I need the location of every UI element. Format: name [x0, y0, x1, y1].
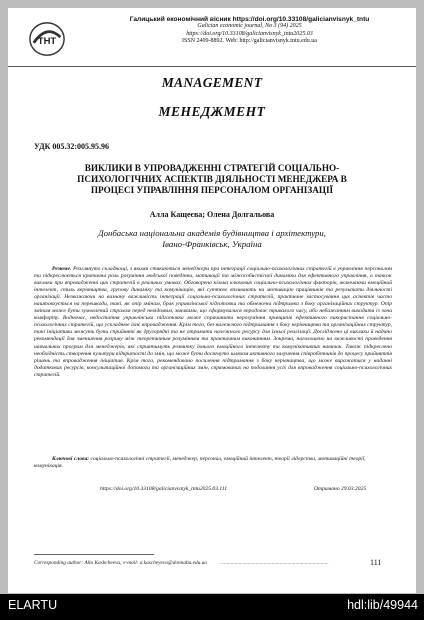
journal-doi-line: https://doi.org/10.33108/galicianvisnyk_tntu2025.03 — [186, 30, 313, 37]
abstract-label: Резюме. — [52, 266, 72, 272]
svg-text:ТНТ: ТНТ — [37, 35, 57, 47]
abstract-text: Розглянуто складнощі, з якими стикаються менеджери при інтеграції соціально-психологічних стратегій в управління персоналом та підкреслюється критична роль розуміння людської поведінки, мотивації та міжособистісної динаміки для ефективного управління, а також виклики при впровадженні цих стратегій в реальних умовах. Обговорено кілька ключових соціально-психологічних факторів, включаючи емоційний інтелект, стиль керівництва, групову динаміку та комунікацію, які суттєво впливають на мотивацію працівників та результати діяльності організації. Незважаючи на визнану важливість інтеграції соціально-психологічних стратегій, практичне застосування цих аспектів часто наштовхується на перешкоди, такі, як опір змінам, брак управлінської підготовки та обмежена підтримка з боку організаційних структур. Опір змінам може бути зумовлений страхом перед невідомим, звичками, що сформувалися впродовж тривалого часу, або небажанням виходити із зони комфорту. Водночас, недостатня управлінська підготовка може спричинити нерозуміння принципів ефективного використання соціально-психологічних стратегій, що ускладнює їхнє впровадження. Крім того, без належного підтримання з боку керівництва та організаційних структур, такі ініціативи можуть бути сприйняті як другорядні та не отримати належного ресурсу для їхньої реалізації. Досліджено ці виклики й надано рекомендації для зменшення розриву між теоретичним розумінням та практичним виконанням. Зокрема, наголошено на важливості проведення навчальних програм для менеджерів, які сприятимуть розвитку їхнього емоційного інтелекту та комунікативних навичок. Також підкреслено необхідність створення культури відкритості до змін, що може бути досягнуто шляхом активного залучення співробітників до процесу прийняття рішень та впровадження ініціатив. Крім того, рекомендовано посилення підтримання з боку керівництва, що може виражатися у наданні додаткових ресурсів, консультаційної допомоги та організаційних змін, спрямованих на подолання усіх для впровадження соціально-психологічних стратегій. — [34, 266, 392, 378]
article-title-line: ВИКЛИКИ В УПРОВАДЖЕННІ СТРАТЕГІЙ СОЦІАЛЬНО- — [84, 163, 340, 173]
journal-header — [8, 8, 416, 67]
received-date: Отримано 29.03.2025 — [314, 486, 367, 492]
affiliation — [68, 228, 356, 250]
abstract — [34, 266, 392, 379]
article-title — [48, 163, 376, 196]
udk-code: УДК 005.32:005.95.96 — [34, 142, 110, 151]
corresponding-author: Corresponding author: Alla Kashcheeva; e-mail: a.kascheyeva@donnaba.edu.ua — [34, 560, 207, 566]
repository-name[interactable]: ELARTU — [8, 598, 58, 612]
handle-id[interactable]: hdl:lib/49944 — [347, 598, 418, 612]
keywords-text: соціально-психологічні стратегії, менеджер, персонал, емоційний інтелект, теорії лідерства, мотиваційні теорії, комунікація. — [34, 456, 366, 470]
article-title-line: ПРОЦЕСІ УПРАВЛІННЯ ПЕРСОНАЛОМ ОРГАНІЗАЦІЇ — [90, 185, 334, 195]
article-title-line: ПСИХОЛОГІЧНИХ АСПЕКТІВ ДІЯЛЬНОСТІ МЕНЕДЖЕРА В — [77, 174, 347, 184]
journal-issn-line: ISSN 2409-8892. Web: http://galicianvisnyk.tntu.edu.ua — [182, 38, 317, 45]
footnote-divider — [34, 554, 154, 555]
section-title-uk: МЕНЕДЖМЕНТ — [158, 104, 266, 119]
affiliation-line: Івано-Франківськ, Україна — [162, 239, 262, 249]
keywords — [34, 456, 392, 470]
section-title-en: MANAGEMENT — [161, 75, 263, 90]
leader-dots: .................................................................................. — [220, 560, 329, 566]
authors: Алла Кащеєва; Олена Долгальова — [149, 210, 275, 219]
paper-page — [8, 8, 416, 593]
keywords-label: Ключові слова: — [52, 456, 90, 462]
page-number: 111 — [370, 558, 382, 567]
journal-logo-icon — [28, 20, 66, 58]
journal-title-line: Галицький економічний вісник https://doi.org/10.33108/galicianvisnyk_tntu — [129, 16, 370, 23]
viewer-footer-bar — [0, 594, 424, 620]
article-doi-link[interactable]: https://doi.org/10.33108/galicianvisnyk_tntu2025.03.111 — [100, 486, 227, 492]
journal-header-text — [92, 16, 407, 46]
affiliation-line: Донбаська національна академія будівництва і архітектури, — [98, 228, 326, 238]
journal-en-line: Galician economic journal, No 3 (94) 2025 — [197, 23, 302, 30]
